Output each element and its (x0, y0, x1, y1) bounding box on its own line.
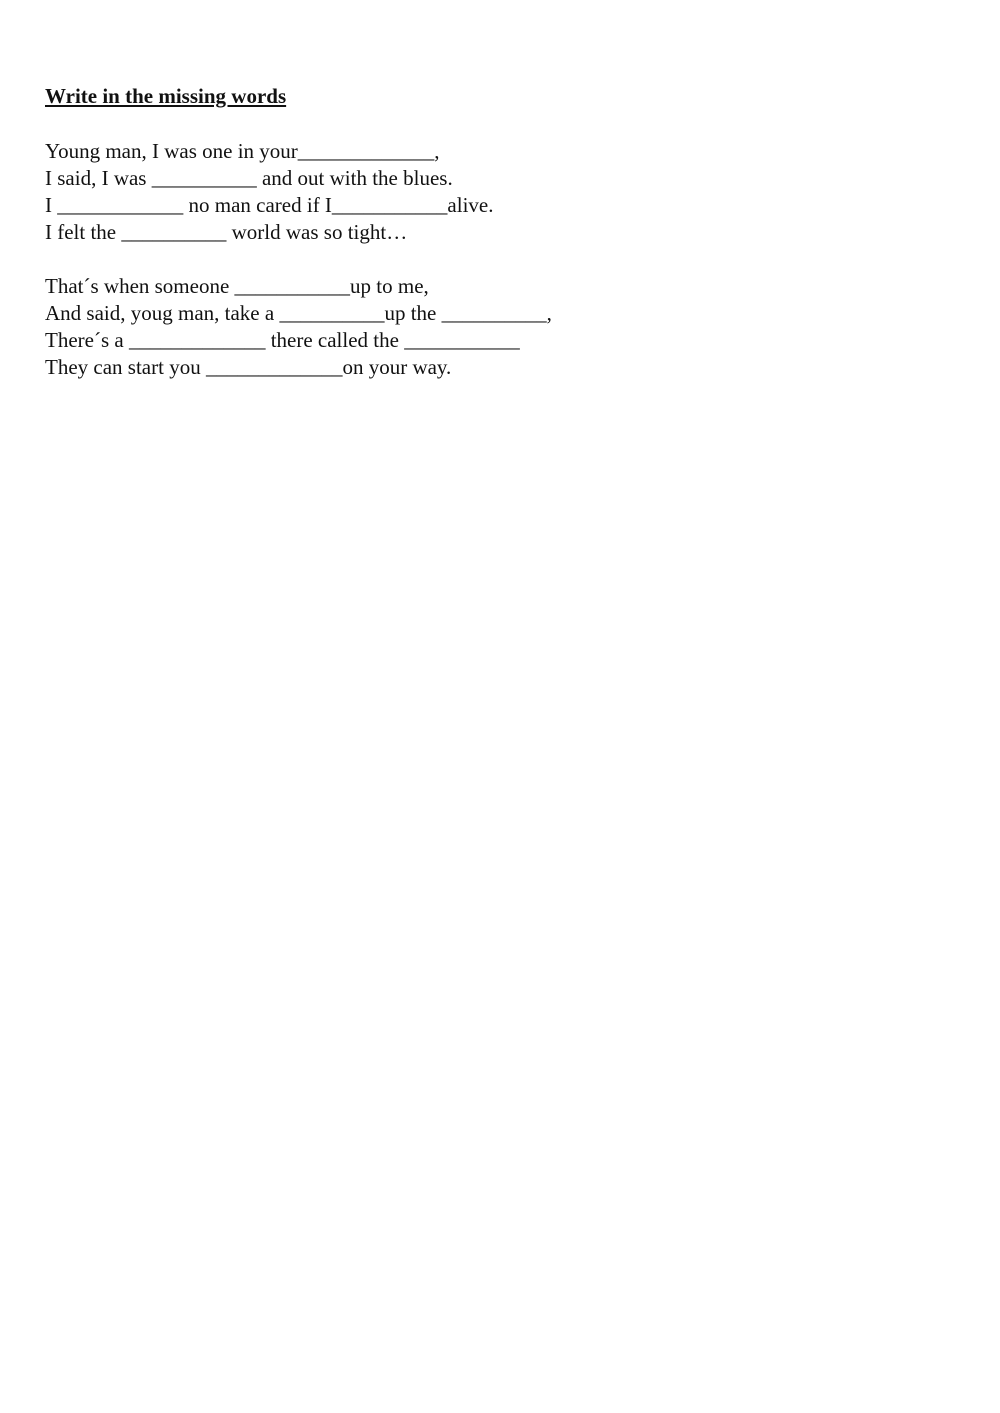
lyric-line: I said, I was __________ and out with the blues. (45, 166, 453, 190)
lyric-line: They can start you _____________on your way. (45, 355, 452, 379)
lyric-line: I felt the __________ world was so tight… (45, 220, 408, 244)
lyric-line: That´s when someone ___________up to me, (45, 274, 429, 298)
stanza-1 (45, 138, 494, 246)
worksheet-title: Write in the missing words (45, 84, 287, 108)
stanza-2 (45, 273, 552, 381)
lyric-line: And said, youg man, take a __________up the __________, (45, 301, 552, 325)
lyric-line: I ____________ no man cared if I___________alive. (45, 193, 494, 217)
lyric-line: There´s a _____________ there called the ___________ (45, 328, 520, 352)
lyric-line: Young man, I was one in your_____________, (45, 139, 440, 163)
